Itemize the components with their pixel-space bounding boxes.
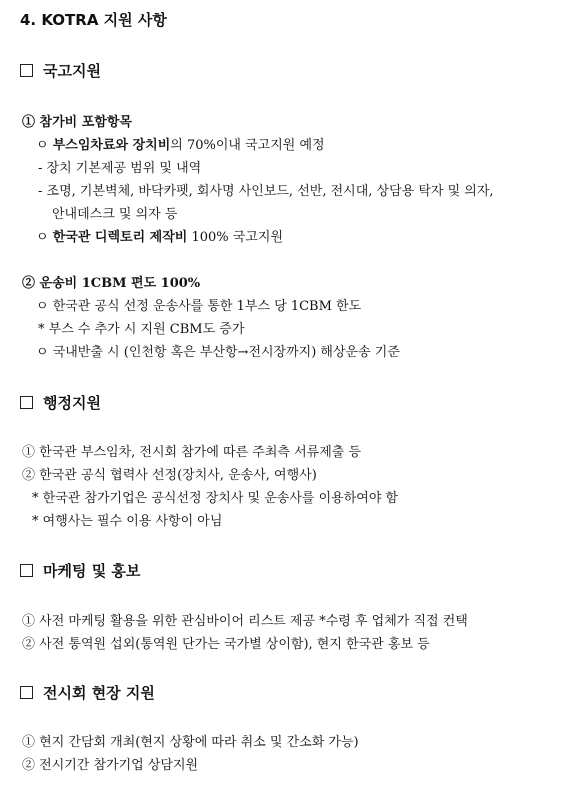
checkbox-square-icon: [20, 396, 33, 409]
section-title: 국고지원: [43, 62, 101, 80]
dash-item-fixtures: - 조명, 기본벽체, 바닥카펫, 회사명 사인보드, 선반, 전시대, 상담용 탁자 및 의자,: [38, 184, 494, 199]
onsite-line-1: ① 현지 간담회 개최(현지 상황에 따라 취소 및 간소화 가능): [22, 735, 359, 750]
bullet-directory-cost: [36, 228, 283, 248]
bullet-mark: ㅇ: [36, 230, 49, 245]
bold-text: 부스임차료와 장치비: [52, 138, 171, 153]
section-heading-admin-support: [20, 393, 101, 413]
section-heading-onsite-support: [20, 683, 155, 703]
admin-line-2: ② 한국관 공식 협력사 선정(장치사, 운송사, 여행사): [22, 468, 317, 483]
section-heading-marketing: [20, 561, 140, 581]
shipping-line-1: ㅇ 한국관 공식 선정 운송사를 통한 1부스 당 1CBM 한도: [36, 299, 362, 314]
section-title: 전시회 현장 지원: [43, 684, 155, 702]
dash-item-basic-scope: - 장치 기본제공 범위 및 내역: [38, 161, 202, 176]
dash-item-fixtures-cont: 안내데스크 및 의자 등: [52, 207, 178, 222]
subheading-fee-items: ① 참가비 포함항목: [22, 115, 132, 130]
bullet-text: 의 70%이내 국고지원 예정: [170, 138, 325, 153]
checkbox-square-icon: [20, 564, 33, 577]
section-title: 마케팅 및 홍보: [43, 562, 141, 580]
shipping-line-2: ㅇ 국내반출 시 (인천항 혹은 부산항→전시장까지) 해상운송 기준: [36, 345, 400, 360]
bold-text: 한국관 디렉토리 제작비: [52, 230, 188, 245]
marketing-line-1: ① 사전 마케팅 활용을 위한 관심바이어 리스트 제공 *수령 후 업체가 직접 컨택: [22, 614, 468, 629]
marketing-line-2: ② 사전 통역원 섭외(통역원 단가는 국가별 상이함), 현지 한국관 홍보 등: [22, 637, 430, 652]
bullet-mark: ㅇ: [36, 138, 49, 153]
bullet-text: 100% 국고지원: [187, 230, 284, 245]
checkbox-square-icon: [20, 64, 33, 77]
admin-note-2: * 여행사는 필수 이용 사항이 아님: [32, 514, 223, 529]
section-title: 행정지원: [43, 394, 101, 412]
admin-line-1: ① 한국관 부스임차, 전시회 참가에 따른 주최측 서류제출 등: [22, 445, 362, 460]
section-heading-national-support: [20, 61, 101, 81]
bullet-booth-cost: [36, 136, 325, 156]
checkbox-square-icon: [20, 686, 33, 699]
subheading-shipping: ② 운송비 1CBM 편도 100%: [22, 276, 201, 291]
onsite-line-2: ② 전시기간 참가기업 상담지원: [22, 758, 199, 773]
shipping-note: * 부스 수 추가 시 지원 CBM도 증가: [38, 322, 245, 337]
page-title: 4. KOTRA 지원 사항: [20, 11, 167, 29]
admin-note-1: * 한국관 참가기업은 공식선정 장치사 및 운송사를 이용하여야 함: [32, 491, 399, 506]
